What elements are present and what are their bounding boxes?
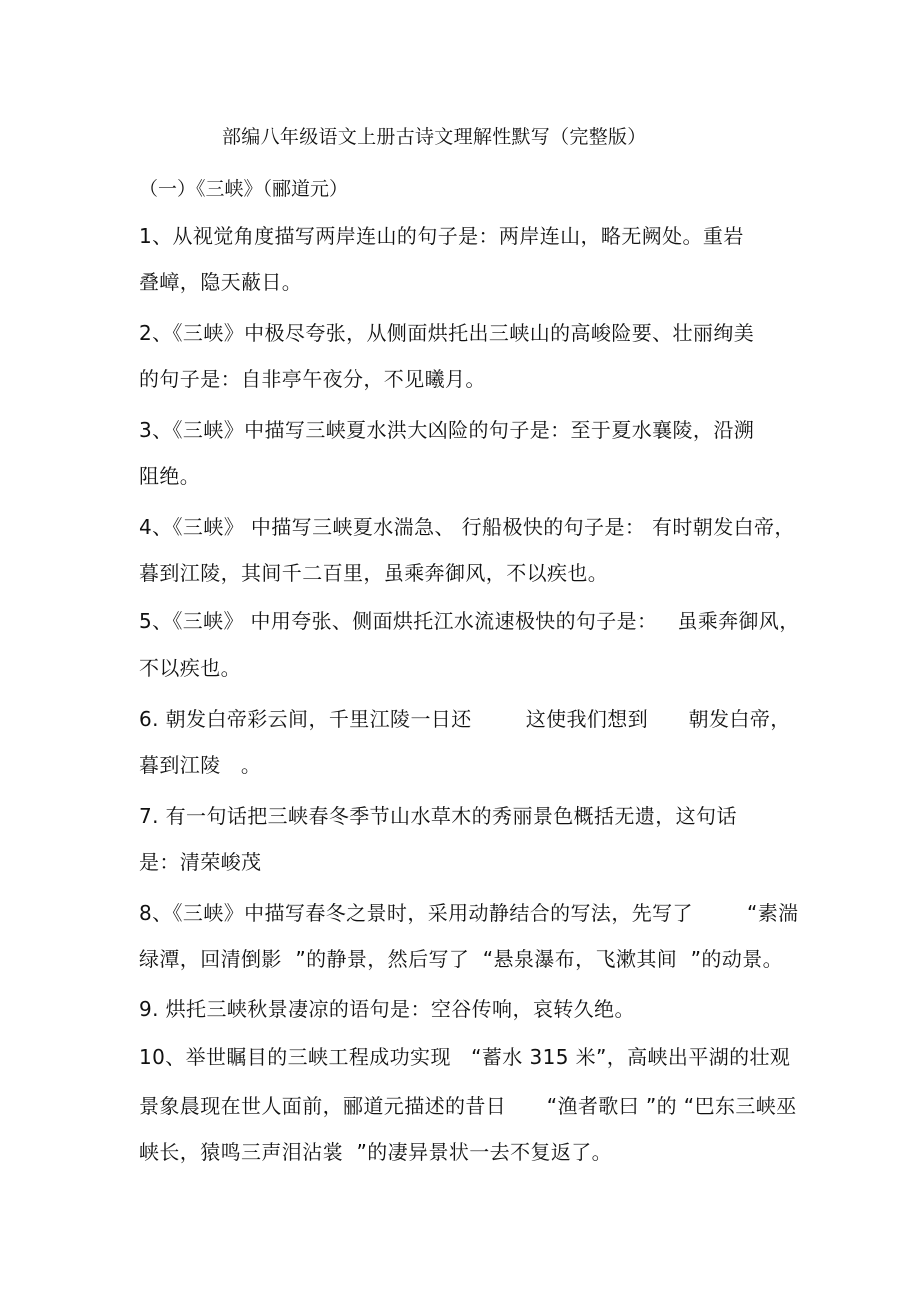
text-line: 4、《三峡》 中描写三峡夏水湍急、 行船极快的句子是： 有时朝发白帝， [139,515,795,539]
text-line: 绿潭，回清倒影 ”的静景，然后写了 “悬泉瀑布，飞漱其间 ”的动景。 [139,947,784,971]
text-line: 7. 有一句话把三峡春冬季节山水草木的秀丽景色概括无遗，这句话 [139,804,737,828]
text-line: 10、举世瞩目的三峡工程成功实现 “蓄水 315 米”，高峡出平湖的壮观 [139,1045,791,1069]
text-line: 1、从视觉角度描写两岸连山的句子是：两岸连山，略无阙处。重岩 [139,224,744,248]
text-line: 暮到江陵 。 [139,753,262,777]
document-title: 部编八年级语文上册古诗文理解性默写（完整版） [222,126,647,148]
text-line: 不以疾也。 [139,656,241,680]
text-line: 阻绝。 [139,464,201,488]
text-line: 的句子是：自非亭午夜分，不见曦月。 [139,367,486,391]
text-line: 暮到江陵，其间千二百里，虽乘奔御风，不以疾也。 [139,561,609,585]
text-line: 8、《三峡》中描写春冬之景时，采用动静结合的写法，先写了 “素湍 [139,901,799,925]
section-heading: （一）《三峡》（郦道元） [139,178,349,200]
text-line: 叠嶂，隐天蔽日。 [139,270,303,294]
text-line: 3、《三峡》中描写三峡夏水洪大凶险的句子是：至于夏水襄陵，沿溯 [139,418,755,442]
text-line: 峡长，猿鸣三声泪沾裳 ”的凄异景状一去不复返了。 [139,1140,613,1164]
text-line: 是：清荣峻茂 [139,850,262,874]
text-line: 9. 烘托三峡秋景凄凉的语句是：空谷传响，哀转久绝。 [139,997,635,1021]
text-line: 5、《三峡》 中用夸张、侧面烘托江水流速极快的句子是： 虽乘奔御风， [139,609,800,633]
text-line: 6. 朝发白帝彩云间，千里江陵一日还 这使我们想到 朝发白帝， [139,707,791,731]
text-line: 景象晨现在世人面前，郦道元描述的昔日 “渔者歌曰 ”的 “巴东三峡巫 [139,1094,797,1118]
text-line: 2、《三峡》中极尽夸张，从侧面烘托出三峡山的高峻险要、壮丽绚美 [139,321,755,345]
